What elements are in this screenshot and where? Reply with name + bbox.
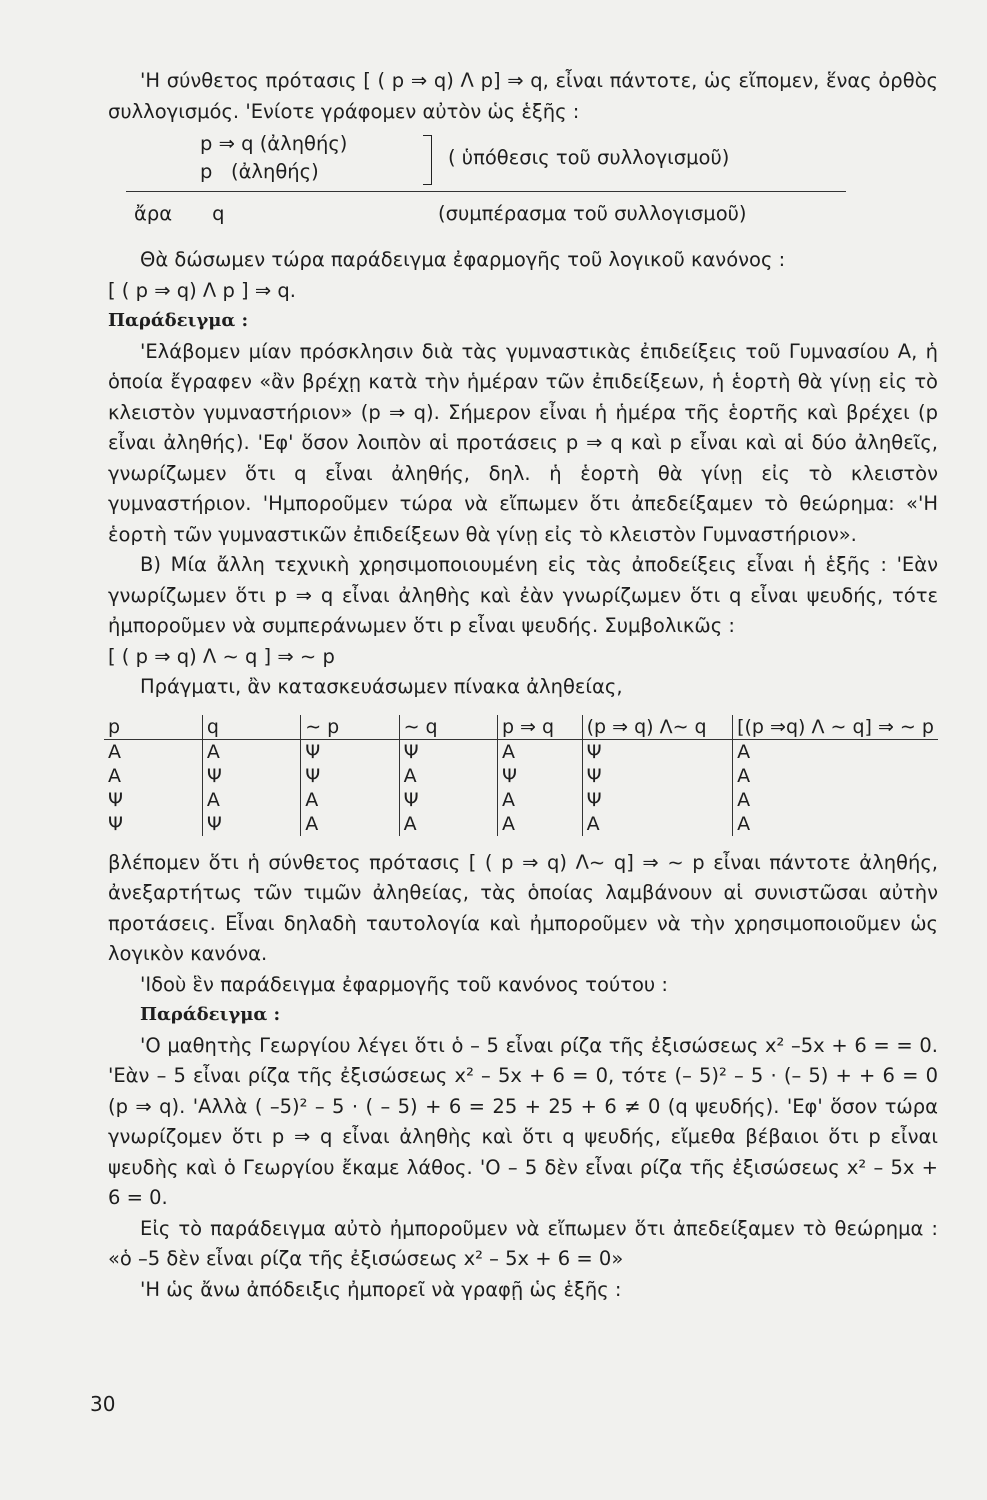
premise-1: p ⇒ q (ἀληθής) — [200, 132, 348, 155]
table-cell: Ψ — [582, 764, 733, 788]
header-cell: p — [104, 715, 202, 740]
premise-2: p (ἀληθής) — [200, 160, 319, 183]
table-cell: A — [202, 788, 300, 812]
header-cell: [(p ⇒q) Λ ∼ q] ⇒ ∼ p — [733, 715, 938, 740]
table-row — [104, 788, 938, 812]
table-cell: Ψ — [108, 788, 123, 811]
paragraph-theorem: Εἰς τὸ παράδειγμα αὐτὸ ἠμποροῦμεν νὰ εἴπωμεν ὅτι ἀπεδείξαμεν τὸ θεώρημα : «ὁ –5 δὲν εἶναι ρίζα τῆς ἐξισώσεως x² – 5x + 6 = 0» — [108, 1216, 938, 1270]
paragraph-truth-table-intro: Πράγματι, ἂν κατασκευάσωμεν πίνακα ἀληθείας, — [140, 675, 623, 698]
table-cell: A — [202, 739, 300, 764]
table-cell: A — [108, 740, 121, 763]
table-cell: A — [399, 812, 497, 836]
paragraph-example-rule: 'Ιδοὺ ἓν παράδειγμα ἐφαρμογῆς τοῦ κανόνος τούτου : — [140, 972, 668, 996]
page-number: 30 — [90, 1392, 116, 1416]
table-cell: Ψ — [399, 739, 497, 764]
paragraph-compound-proposition: 'Η σύνθετος πρότασις [ ( p ⇒ q) Λ p] ⇒ q, εἶναι πάντοτε, ὡς εἴπομεν, ἕνας ὀρθὸς συλλογισμός. 'Ενίοτε γράφομεν αὐτὸν ὡς ἑξῆς : — [108, 69, 938, 123]
conclusion-q: q — [212, 202, 225, 225]
table-cell: Ψ — [301, 764, 399, 788]
table-cell: A — [497, 739, 582, 764]
heading-example-2: Παράδειγμα : — [140, 1004, 281, 1025]
header-cell: ∼ p — [301, 715, 399, 740]
table-cell: Ψ — [108, 812, 123, 835]
table-row — [104, 739, 938, 764]
table-cell: Ψ — [399, 788, 497, 812]
table-cell: Ψ — [497, 764, 582, 788]
table-row — [104, 812, 938, 836]
table-cell: A — [582, 812, 733, 836]
header-cell: p ⇒ q — [497, 715, 582, 740]
table-cell: A — [733, 764, 938, 788]
header-cell: ∼ q — [399, 715, 497, 740]
table-cell: A — [497, 812, 582, 836]
formula-modus-tollens: [ ( p ⇒ q) Λ ∼ q ] ⇒ ∼ p — [108, 644, 335, 668]
paragraph-invitation-example: 'Ελάβομεν μίαν πρόσκλησιν διὰ τὰς γυμναστικὰς ἐπιδείξεις τοῦ Γυμνασίου Α, ἡ ὁποία ἔγραφεν «ἂν βρέχῃ κατὰ τὴν ἡμέραν τῶν ἐπιδείξεων, ἡ ἑορτὴ θὰ γίνῃ εἰς τὸ κλειστὸν γυμναστήριον» (p ⇒ q). Σήμερον εἶναι ἡ ἡμέρα τῆς ἑορτῆς καὶ βρέχει (p εἶναι ἀληθής). 'Εφ' ὅσον λοιπὸν αἱ προτάσεις p ⇒ q καὶ p εἶναι καὶ αἱ δύο ἀληθεῖς, γνωρίζωμεν ὅτι q εἶναι ἀληθής, δηλ. ἡ ἑορτὴ θὰ γίνῃ εἰς τὸ κλειστὸν γυμναστήριον. 'Ημποροῦμεν τώρα νὰ εἴπωμεν ὅτι ἀπεδείξαμεν τὸ θεώρημα: «'Η ἑορτὴ τῶν γυμναστικῶν ἐπιδείξεων θὰ γίνῃ εἰς τὸ κλειστὸν Γυμναστήριον». — [108, 339, 938, 546]
syllogism-block — [108, 129, 938, 245]
table-cell: A — [733, 788, 938, 812]
table-row — [104, 764, 938, 788]
heading-example-1: Παράδειγμα : — [108, 310, 249, 331]
conclusion-label: (συμπέρασμα τοῦ συλλογισμοῦ) — [438, 202, 747, 225]
header-cell: q — [202, 715, 300, 740]
paragraph-technique-b: B) Μία ἄλλη τεχνικὴ χρησιμοποιουμένη εἰς τὰς ἀποδείξεις εἶναι ἡ ἑξῆς : 'Εὰν γνωρίζωμεν ὅτι p ⇒ q εἶναι ἀληθὴς καὶ ἐὰν γνωρίζωμεν ὅτι q εἶναι ψευδής, τότε ἠμποροῦμεν νὰ συμπεράνωμεν ὅτι p εἶναι ψευδής. Συμβολικῶς : — [108, 553, 938, 637]
paragraph-tautology: βλέπομεν ὅτι ἡ σύνθετος πρότασις [ ( p ⇒ q) Λ∼ q] ⇒ ∼ p εἶναι πάντοτε ἀληθής, ἀνεξαρτήτως τῶν τιμῶν ἀληθείας, τὰς ὁποίας λαμβάνουν αἱ συνιστῶσαι αὐτὴν προτάσεις. Εἶναι δηλαδὴ ταυτολογία καὶ ἠμποροῦμεν νὰ τὴν χρησιμοποιοῦμεν ὡς λογικὸν κανόνα. — [108, 850, 938, 965]
table-cell: A — [733, 739, 938, 764]
table-cell: Ψ — [301, 739, 399, 764]
table-cell: A — [301, 788, 399, 812]
table-cell: Ψ — [582, 739, 733, 764]
conclusion-line — [134, 199, 224, 230]
header-cell: (p ⇒ q) Λ∼ q — [582, 715, 733, 740]
brace-bracket — [423, 135, 432, 185]
table-cell: A — [108, 764, 121, 787]
syllogism-rule — [126, 191, 846, 192]
page-body — [108, 66, 938, 1305]
paragraph-example-intro: Θὰ δώσωμεν τώρα παράδειγμα ἐφαρμογῆς τοῦ λογικοῦ κανόνος : — [140, 248, 786, 271]
table-cell: A — [497, 788, 582, 812]
table-cell: Ψ — [582, 788, 733, 812]
truth-table — [104, 715, 938, 836]
truth-table-header — [104, 715, 938, 740]
hypothesis-label: ( ὑπόθεσις τοῦ συλλογισμοῦ) — [448, 146, 730, 169]
paragraph-proof-written: 'Η ὡς ἄνω ἀπόδειξις ἠμπορεῖ νὰ γραφῇ ὡς ἑξῆς : — [140, 1277, 622, 1301]
table-cell: A — [301, 812, 399, 836]
table-cell: A — [399, 764, 497, 788]
formula-modus-ponens: [ ( p ⇒ q) Λ p ] ⇒ q. — [108, 278, 296, 302]
table-cell: Ψ — [202, 812, 300, 836]
table-cell: Ψ — [202, 764, 300, 788]
paragraph-georgiou-example: 'Ο μαθητὴς Γεωργίου λέγει ὅτι ὁ – 5 εἶναι ρίζα τῆς ἐξισώσεως x² –5x + 6 = = 0. 'Εὰν – 5 εἶναι ρίζα τῆς ἐξισώσεως x² – 5x + 6 = 0, τότε (– 5)² – 5 · (– 5) + + 6 = 0 (p ⇒ q). 'Αλλὰ ( –5)² – 5 · ( – 5) + 6 = 25 + 25 + 6 ≠ 0 (q ψευδής). 'Εφ' ὅσον τώρα γνωρίζομεν ὅτι p ⇒ q εἶναι ἀληθὴς καὶ ὅτι q ψευδής, εἴμεθα βέβαιοι ὅτι p εἶναι ψευδὴς καὶ ὁ Γεωργίου ἔκαμε λάθος. 'Ο – 5 δὲν εἶναι ρίζα τῆς ἐξισώσεως x² – 5x + 6 = 0. — [108, 1033, 938, 1209]
table-cell: A — [733, 812, 938, 836]
ara-word: ἄρα — [134, 202, 173, 225]
